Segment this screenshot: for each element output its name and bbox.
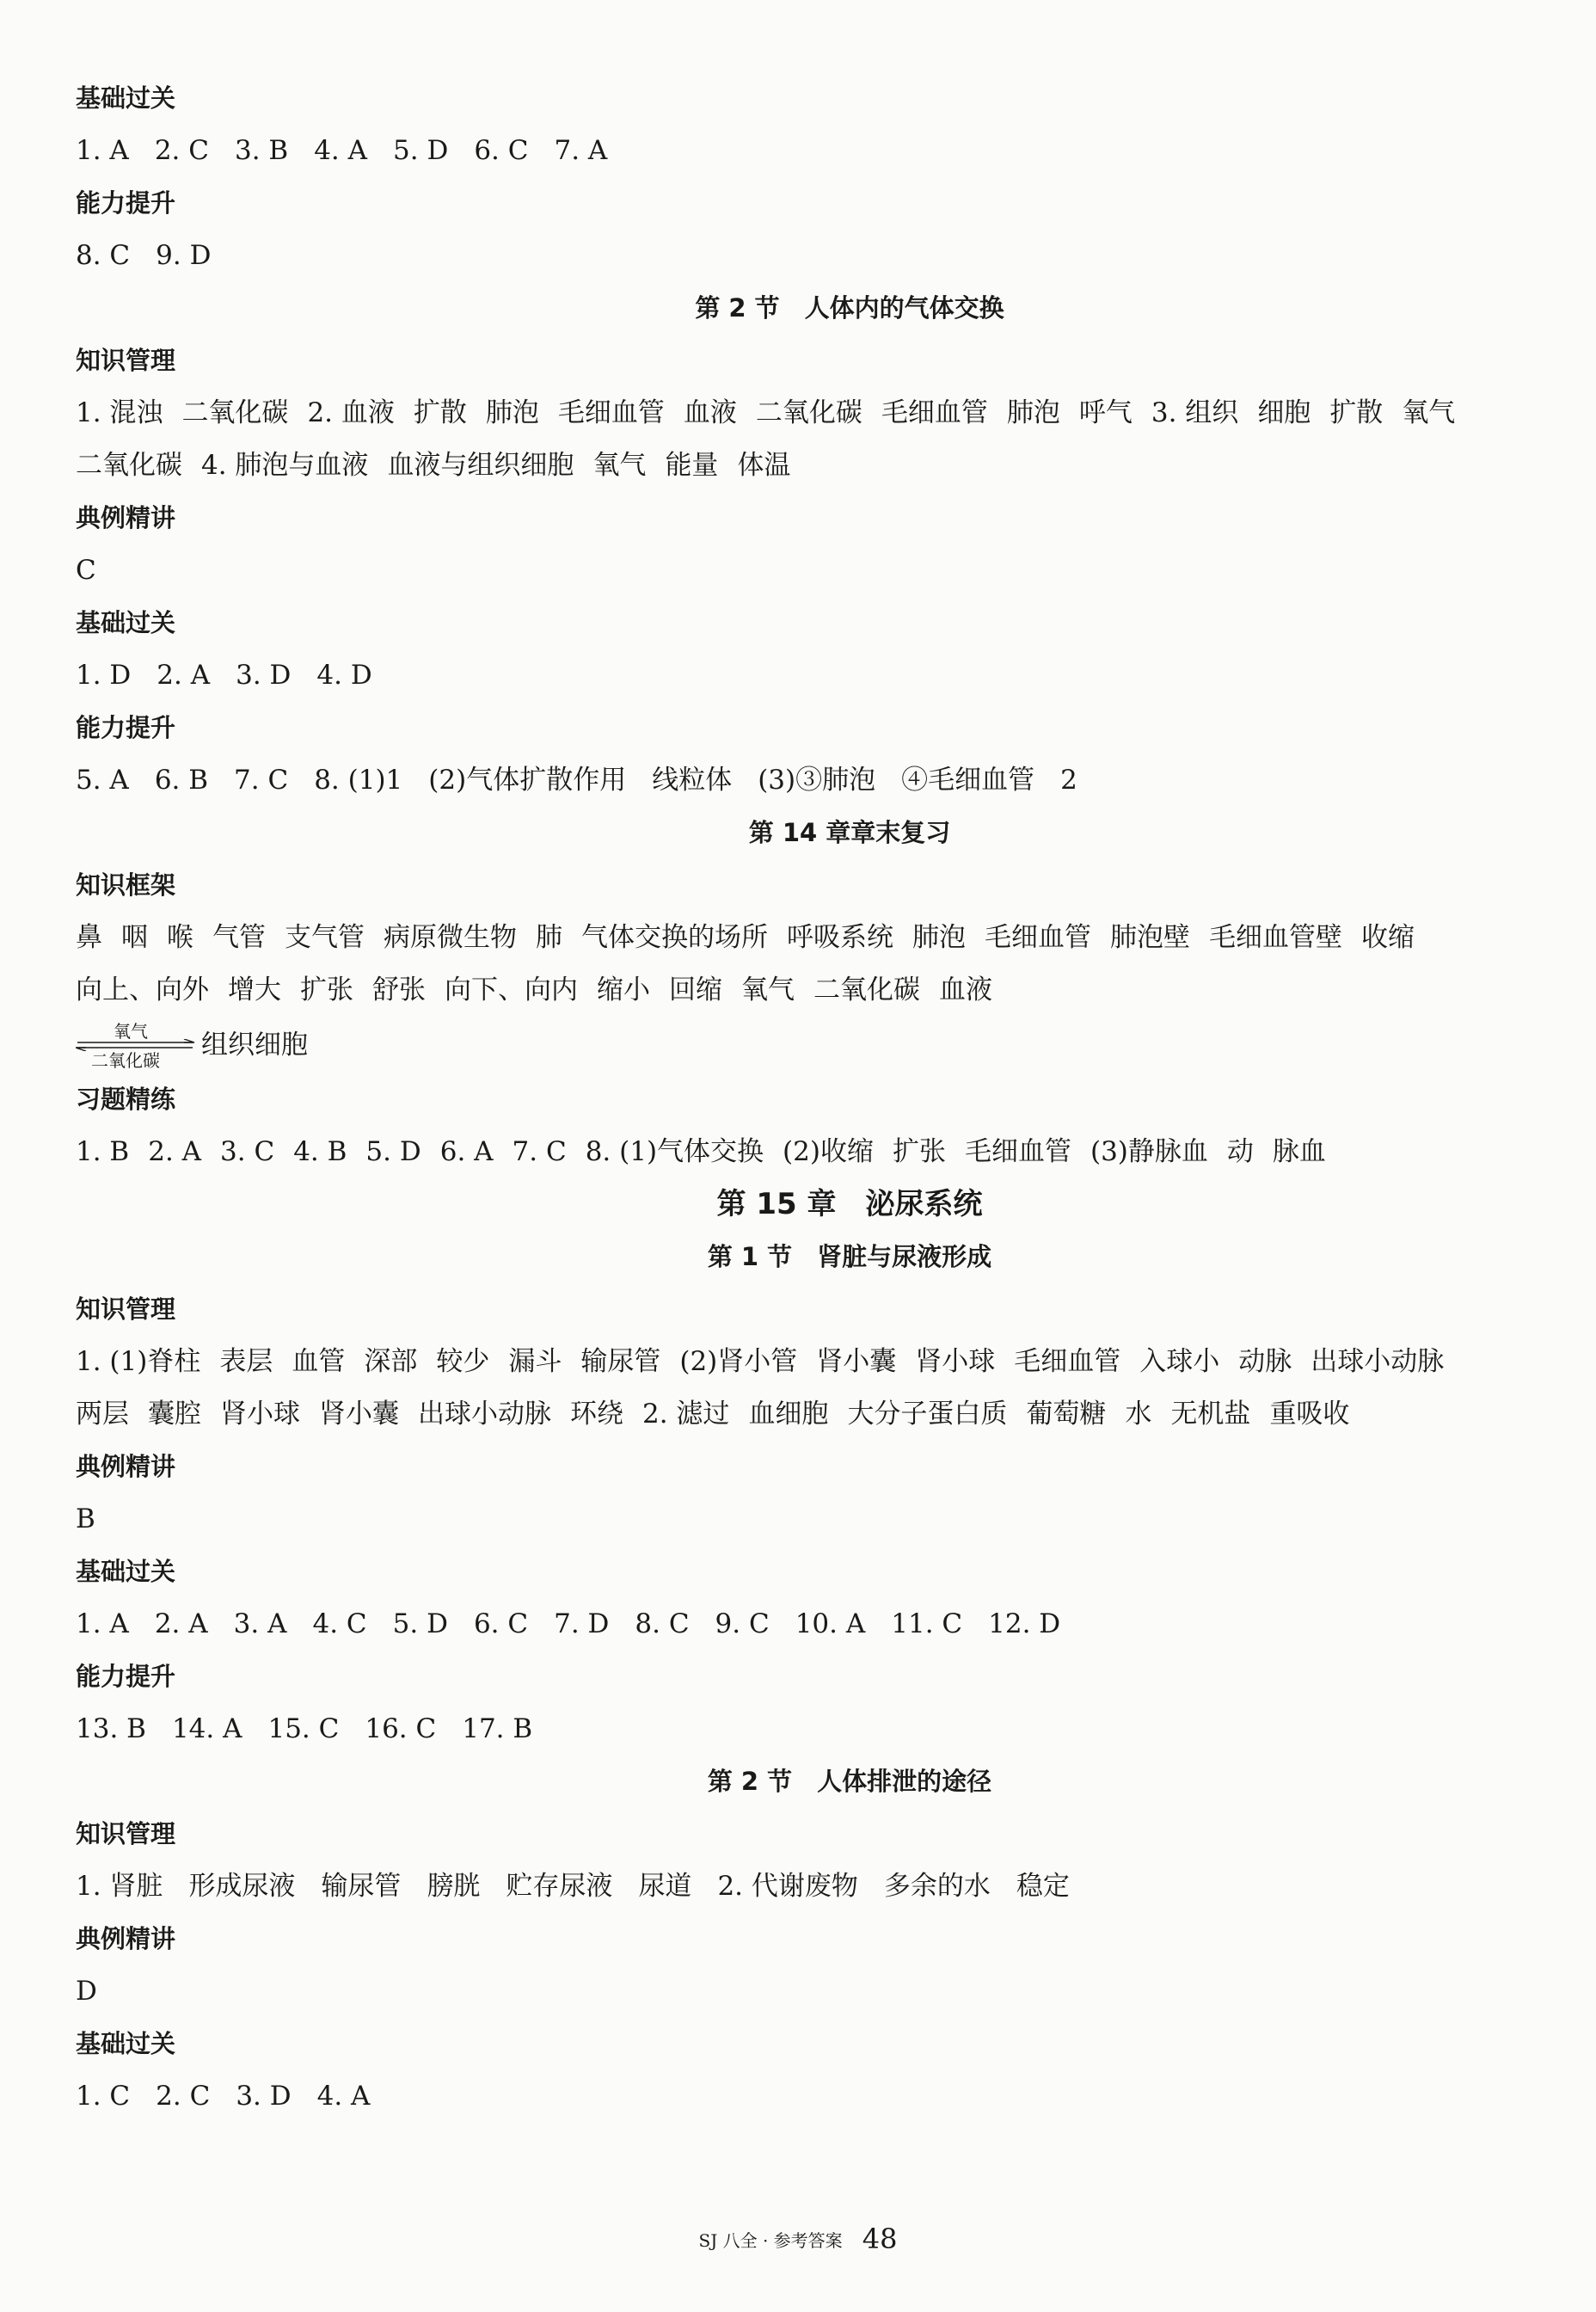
answer-item: 毛细血管	[557, 397, 665, 428]
page-content	[76, 72, 1520, 2123]
answer-item: 2	[1060, 765, 1077, 796]
answer-item: 6. C	[473, 1608, 529, 1639]
answer-item: 3. D	[236, 660, 292, 691]
answer-item: 4. D	[316, 660, 372, 691]
answer-item: 2. 血液	[307, 397, 395, 428]
answer-item: 2. 代谢废物	[717, 1871, 858, 1902]
answer-item: 肾小囊	[816, 1346, 897, 1377]
answer-item: 1. D	[76, 660, 132, 691]
answer-item: 1. C	[76, 2081, 131, 2112]
answer-item: 3. 组织	[1151, 397, 1239, 428]
section-label: 能力提升	[76, 713, 176, 742]
answer-item: 10. A	[795, 1608, 866, 1639]
answer-item: ④毛细血管	[901, 765, 1035, 796]
arrow-top-label: 氧气	[114, 1021, 148, 1042]
answer-item: 血细胞	[748, 1399, 829, 1430]
answer-item: 出球小动脉	[418, 1399, 551, 1430]
answer-item: 入球小	[1139, 1346, 1220, 1377]
answer-row	[76, 1336, 1520, 1441]
answer-item: 6. B	[154, 765, 209, 796]
answer-item: 7. D	[554, 1608, 610, 1639]
answer-item: 两层	[76, 1399, 129, 1430]
answer-item: 环绕	[570, 1399, 623, 1430]
answer-item: 深部	[364, 1346, 418, 1377]
double-arrow-icon	[76, 1039, 196, 1051]
answer-item: 向下、向内	[445, 975, 578, 1005]
answer-row	[76, 230, 1520, 282]
answer-row	[76, 912, 1520, 1017]
answer-item: 稳定	[1016, 1871, 1070, 1902]
answer-item: 毛细血管	[985, 922, 1091, 953]
answer-item: 氧气	[592, 450, 647, 481]
answer-item: 增大	[228, 975, 281, 1005]
answer-item: 16. C	[365, 1713, 437, 1744]
answer-item: 扩张	[300, 975, 353, 1005]
answer-item: (2)收缩	[783, 1136, 874, 1167]
answer-row	[76, 387, 1520, 492]
arrow-target-text: 组织细胞	[201, 1030, 308, 1061]
answer-item: 大分子蛋白质	[847, 1399, 1008, 1430]
answer-item: 血液	[683, 397, 737, 428]
footer-label: SJ 八全 · 参考答案	[698, 2229, 843, 2251]
answer-item: 血液与组织细胞	[387, 450, 574, 481]
answer-row	[76, 1126, 1520, 1178]
answer-item: 肾小囊	[319, 1399, 399, 1430]
section-title: 第 1 节 肾脏与尿液形成	[707, 1242, 992, 1271]
answer-row	[76, 2070, 1520, 2123]
section-title: 第 14 章章末复习	[748, 818, 951, 847]
exchange-arrow-row	[76, 1017, 1520, 1073]
answer-item: 动脉	[1238, 1346, 1292, 1377]
answer-item: 二氧化碳	[813, 975, 920, 1005]
answer-item: 15. C	[267, 1713, 340, 1744]
answer-item: 囊腔	[148, 1399, 201, 1430]
answer-row	[76, 1703, 1520, 1756]
answer-item: 扩张	[892, 1136, 946, 1167]
answer-item: 出球小动脉	[1311, 1346, 1445, 1377]
answer-row	[76, 649, 1520, 702]
section-label: 典例精讲	[76, 503, 176, 532]
answer-text: D	[76, 1976, 97, 2007]
answer-item: 2. C	[154, 135, 209, 166]
answer-item: 4. C	[312, 1608, 367, 1639]
answer-item: 6. C	[474, 135, 529, 166]
answer-item: 贮存尿液	[506, 1871, 613, 1902]
section-label: 习题精练	[76, 1085, 176, 1114]
page-footer	[0, 2223, 1596, 2255]
answer-item: 毛细血管	[964, 1136, 1071, 1167]
answer-text: B	[76, 1503, 95, 1534]
answer-item: 11. C	[891, 1608, 963, 1639]
answer-item: 较少	[436, 1346, 490, 1377]
answer-item: 6. A	[439, 1136, 494, 1167]
answer-item: 8. C	[635, 1608, 690, 1639]
answer-item: 8. (1)气体交换	[585, 1136, 764, 1167]
answer-item: 肺泡	[1006, 397, 1060, 428]
answer-item: 12. D	[988, 1608, 1061, 1639]
section-label: 知识管理	[76, 346, 176, 375]
answer-item: 水	[1125, 1399, 1152, 1430]
answer-item: 氧气	[1402, 397, 1456, 428]
answer-item: 漏斗	[508, 1346, 562, 1377]
answer-item: 呼吸系统	[787, 922, 893, 953]
answer-item: 动	[1226, 1136, 1254, 1167]
answer-item: 表层	[219, 1346, 273, 1377]
answer-item: 无机盐	[1170, 1399, 1251, 1430]
section-label: 典例精讲	[76, 1924, 176, 1953]
answer-row	[76, 1860, 1520, 1913]
answer-item: 重吸收	[1269, 1399, 1350, 1430]
answer-item: 脉血	[1272, 1136, 1326, 1167]
answer-item: 病原微生物	[384, 922, 517, 953]
answer-item: 4. A	[314, 135, 368, 166]
answer-item: 气体交换的场所	[581, 922, 768, 953]
answer-item: 毛细血管	[1014, 1346, 1121, 1377]
answer-item: 支气管	[285, 922, 365, 953]
answer-item: 体温	[737, 450, 791, 481]
answer-item: 1. 混浊	[76, 397, 163, 428]
answer-item: 2. A	[154, 1608, 208, 1639]
answer-item: 4. B	[293, 1136, 347, 1167]
answer-item: 毛细血管壁	[1209, 922, 1342, 953]
answer-item: 扩散	[1329, 397, 1384, 428]
answer-item: 7. C	[234, 765, 289, 796]
answer-item: 肾小球	[220, 1399, 300, 1430]
answer-item: 呼气	[1078, 397, 1133, 428]
answer-item: 3. B	[234, 135, 289, 166]
answer-item: 多余的水	[883, 1871, 991, 1902]
section-label: 能力提升	[76, 1662, 176, 1691]
answer-row	[76, 754, 1520, 807]
section-label: 能力提升	[76, 188, 176, 218]
section-label: 基础过关	[76, 2029, 176, 2058]
answer-item: 舒张	[372, 975, 426, 1005]
answer-item: 13. B	[76, 1713, 146, 1744]
section-label: 知识框架	[76, 870, 176, 900]
answer-item: 二氧化碳	[76, 450, 182, 481]
answer-text: C	[76, 555, 96, 586]
answer-item: (3)③肺泡	[758, 765, 876, 796]
answer-item: 向上、向外	[76, 975, 209, 1005]
answer-item: 1. A	[76, 135, 129, 166]
section-title: 第 2 节 人体内的气体交换	[695, 293, 1004, 323]
answer-item: 肺	[536, 922, 562, 953]
answer-item: 4. 肺泡与血液	[201, 450, 369, 481]
answer-item: 3. A	[233, 1608, 287, 1639]
answer-item: 5. D	[393, 135, 449, 166]
answer-item: 输尿管	[580, 1346, 661, 1377]
answer-item: 2. A	[157, 660, 211, 691]
section-label: 基础过关	[76, 608, 176, 637]
answer-item: 二氧化碳	[755, 397, 862, 428]
answer-item: 缩小	[597, 975, 650, 1005]
answer-item: 肾小球	[915, 1346, 996, 1377]
answer-item: 8. C	[76, 240, 131, 271]
answer-item: 葡萄糖	[1026, 1399, 1107, 1430]
answer-item: 5. D	[392, 1608, 448, 1639]
section-label: 基础过关	[76, 1557, 176, 1586]
answer-item: 9. C	[715, 1608, 770, 1639]
page-number: 48	[862, 2223, 898, 2255]
answer-item: 能量	[665, 450, 719, 481]
section-label: 基础过关	[76, 83, 176, 113]
answer-item: 扩散	[413, 397, 467, 428]
section-label: 知识管理	[76, 1294, 176, 1324]
answer-item: 2. C	[156, 2081, 211, 2112]
answer-item: 2. 滤过	[642, 1399, 730, 1430]
double-arrow	[76, 1022, 196, 1070]
section-title: 第 2 节 人体排泄的途径	[707, 1767, 992, 1796]
answer-item: 线粒体	[652, 765, 733, 796]
answer-item: 1. A	[76, 1608, 129, 1639]
answer-item: 输尿管	[321, 1871, 402, 1902]
arrow-bottom-label: 二氧化碳	[91, 1050, 160, 1071]
answer-item: 9. D	[156, 240, 212, 271]
answer-item: 7. A	[554, 135, 608, 166]
answer-item: 细胞	[1257, 397, 1311, 428]
answer-item: 肺泡	[912, 922, 966, 953]
answer-item: 二氧化碳	[181, 397, 289, 428]
answer-item: 17. B	[462, 1713, 533, 1744]
answer-item: (3)静脉血	[1090, 1136, 1208, 1167]
section-label: 典例精讲	[76, 1452, 176, 1481]
answer-item: 鼻	[76, 922, 102, 953]
answer-item: 喉	[167, 922, 193, 953]
answer-item: 血管	[292, 1346, 346, 1377]
answer-item: 1. 肾脏	[76, 1871, 163, 1902]
section-label: 知识管理	[76, 1819, 176, 1848]
answer-item: 3. C	[220, 1136, 275, 1167]
answer-item: 尿道	[638, 1871, 692, 1902]
answer-item: 膀胱	[427, 1871, 481, 1902]
chapter-title: 第 15 章 泌尿系统	[716, 1187, 983, 1221]
answer-item: 14. A	[171, 1713, 242, 1744]
answer-item: 回缩	[669, 975, 722, 1005]
answer-item: 5. D	[365, 1136, 421, 1167]
answer-item: 3. D	[236, 2081, 292, 2112]
answer-item: 5. A	[76, 765, 129, 796]
answer-item: 8. (1)1	[314, 765, 403, 796]
answer-item: (2)气体扩散作用	[428, 765, 627, 796]
answer-item: 4. A	[316, 2081, 371, 2112]
answer-item: 气管	[212, 922, 266, 953]
answer-item: 肺泡壁	[1110, 922, 1190, 953]
answer-item: 2. A	[148, 1136, 202, 1167]
answer-item: 7. C	[512, 1136, 567, 1167]
answer-item: (2)肾小管	[679, 1346, 798, 1377]
answer-item: 氧气	[741, 975, 795, 1005]
answer-row	[76, 125, 1520, 177]
answer-item: 1. B	[76, 1136, 130, 1167]
answer-item: 收缩	[1361, 922, 1415, 953]
answer-item: 血液	[939, 975, 992, 1005]
answer-item: 肺泡	[485, 397, 539, 428]
answer-item: 毛细血管	[881, 397, 988, 428]
answer-row	[76, 1598, 1520, 1651]
answer-item: 形成尿液	[188, 1871, 296, 1902]
answer-item: 1. (1)脊柱	[76, 1346, 201, 1377]
answer-item: 咽	[121, 922, 148, 953]
